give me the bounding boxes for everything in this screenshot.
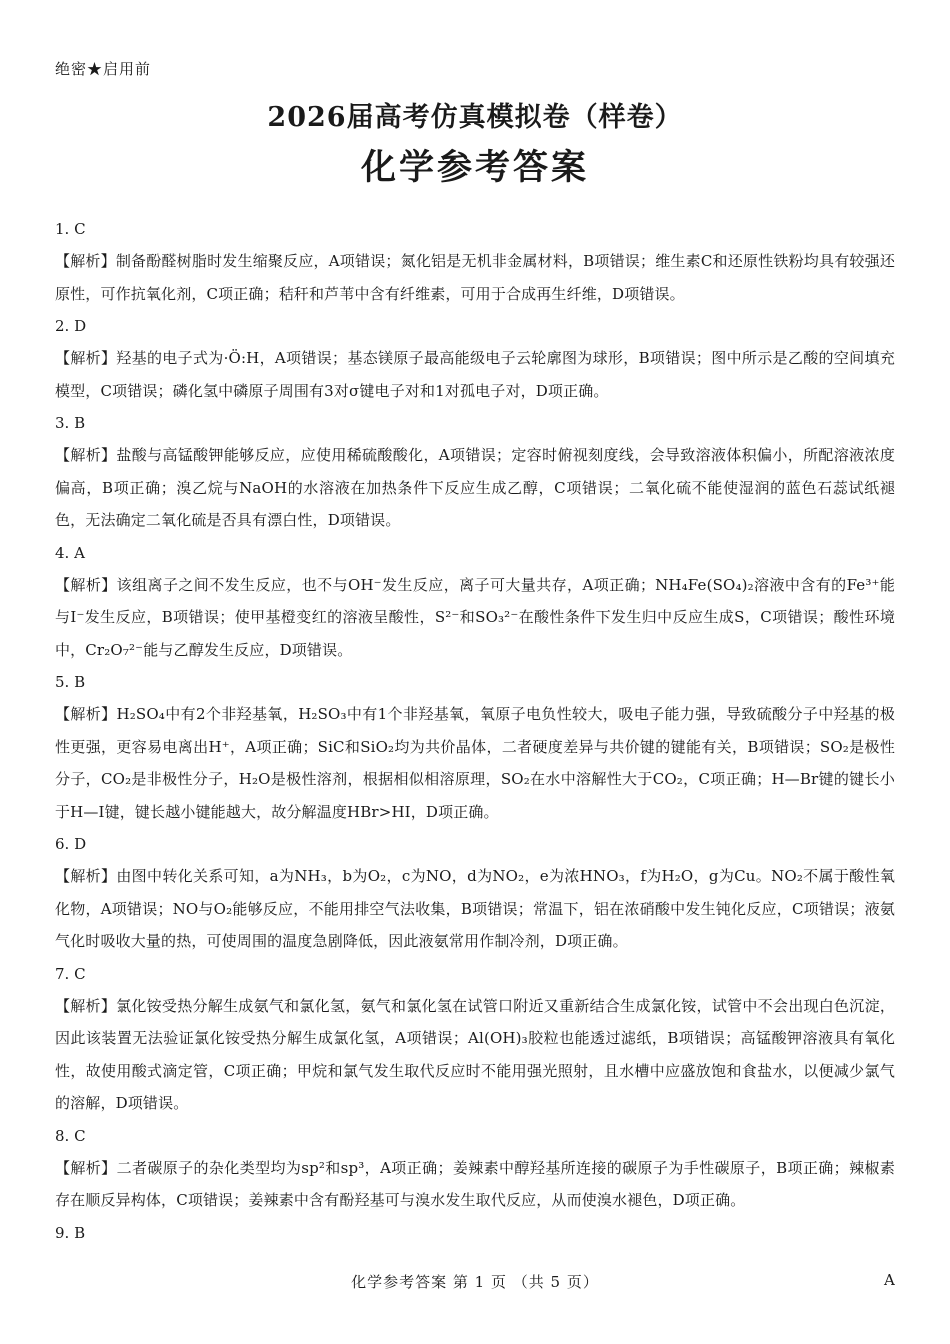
answer-number: 3. B [55, 414, 86, 432]
answer-explanation: 【解析】H₂SO₄中有2个非羟基氧，H₂SO₃中有1个非羟基氧，氧原子电负性较大，吸电子能力强，导致硫酸分子中羟基的极性更强，更容易电离出H⁺，A项正确；SiC和SiO₂均为共价晶体，二者硬度差异与共价键的键能有关，B项错误；SO₂是极性分子，CO₂是非极性分子，H₂O是极性溶剂，根据相似相溶原理，SO₂在水中溶解性大于CO₂，C项正确；H—Br键的键长小于H—I键，键长越小键能越大，故分解温度HBr>HI，D项正确。 [55, 705, 895, 821]
answer-explanation: 【解析】该组离子之间不发生反应，也不与OH⁻发生反应，离子可大量共存，A项正确；NH₄Fe(SO₄)₂溶液中含有的Fe³⁺能与I⁻发生反应，B项错误；使甲基橙变红的溶液呈酸性，S²⁻和SO₃²⁻在酸性条件下发生归中反应生成S，C项错误；酸性环境中，Cr₂O₇²⁻能与乙醇发生反应，D项错误。 [55, 575, 895, 659]
answer-number: 8. C [55, 1126, 86, 1145]
answer-subtitle: 化学参考答案 [360, 147, 589, 188]
answer-item-7 [55, 958, 895, 1120]
answer-explanation: 【解析】盐酸与高锰酸钾能够反应，应使用稀硫酸酸化，A项错误；定容时俯视刻度线，会导致溶液体积偏小，所配溶液浓度偏高，B项正确；溴乙烷与NaOH的水溶液在加热条件下反应生成乙醇，C项错误；二氧化硫不能使湿润的蓝色石蕊试纸褪色，无法确定二氧化硫是否具有漂白性，D项错误。 [55, 446, 895, 529]
answer-explanation: 【解析】氯化铵受热分解生成氨气和氯化氢，氨气和氯化氢在试管口附近又重新结合生成氯化铵，试管中不会出现白色沉淀，因此该装置无法验证氯化铵受热分解生成氯化氢，A项错误；Al(OH)₃胶粒也能透过滤纸，B项错误；高锰酸钾溶液具有氧化性，故使用酸式滴定管，C项正确；甲烷和氯气发生取代反应时不能用强光照射，且水槽中应盛放饱和食盐水，以便减少氯气的溶解，D项错误。 [55, 996, 895, 1112]
answer-number: 6. D [55, 835, 87, 853]
paper-version-mark: A [884, 1271, 895, 1289]
answer-item-9 [55, 1217, 895, 1249]
answer-number: 4. A [55, 543, 85, 562]
answer-item-5 [55, 666, 895, 828]
exam-title: 2026届高考仿真模拟卷（样卷） [267, 102, 683, 133]
answer-number: 5. B [55, 673, 86, 691]
answer-explanation: 【解析】制备酚醛树脂时发生缩聚反应，A项错误；氮化铝是无机非金属材料，B项错误；维生素C和还原性铁粉均具有较强还原性，可作抗氧化剂，C项正确；秸秆和芦苇中含有纤维素，可用于合成再生纤维，D项错误。 [55, 252, 895, 303]
answer-number: 2. D [55, 317, 87, 335]
answer-number: 1. C [55, 220, 86, 238]
answer-item-3 [55, 407, 895, 537]
confidential-label: 绝密★启用前 [55, 60, 152, 78]
answer-item-4 [55, 537, 895, 667]
answer-explanation: 【解析】由图中转化关系可知，a为NH₃，b为O₂，c为NO，d为NO₂，e为浓HNO₃，f为H₂O，g为Cu。NO₂不属于酸性氧化物，A项错误；NO与O₂能够反应，不能用排空气法收集，B项错误；常温下，铝在浓硝酸中发生钝化反应，C项错误；液氨气化时吸收大量的热，可使周围的温度急剧降低，因此液氨常用作制冷剂，D项正确。 [55, 867, 895, 950]
answer-item-1 [55, 213, 895, 310]
answer-number: 9. B [55, 1223, 86, 1242]
answer-item-6 [55, 828, 895, 958]
page-footer: 化学参考答案 第 1 页 （共 5 页） [351, 1273, 599, 1291]
answer-list [55, 213, 895, 1249]
answer-explanation: 【解析】二者碳原子的杂化类型均为sp²和sp³，A项正确；姜辣素中醇羟基所连接的碳原子为手性碳原子，B项正确；辣椒素存在顺反异构体，C项错误；姜辣素中含有酚羟基可与溴水发生取代反应，从而使溴水褪色，D项正确。 [55, 1158, 895, 1209]
answer-item-8 [55, 1120, 895, 1217]
answer-number: 7. C [55, 964, 86, 983]
answer-explanation: 【解析】羟基的电子式为·Ö:H，A项错误；基态镁原子最高能级电子云轮廓图为球形，B项错误；图中所示是乙酸的空间填充模型，C项错误；磷化氢中磷原子周围有3对σ键电子对和1对孤电子对，D项正确。 [55, 349, 895, 400]
answer-item-2 [55, 310, 895, 407]
